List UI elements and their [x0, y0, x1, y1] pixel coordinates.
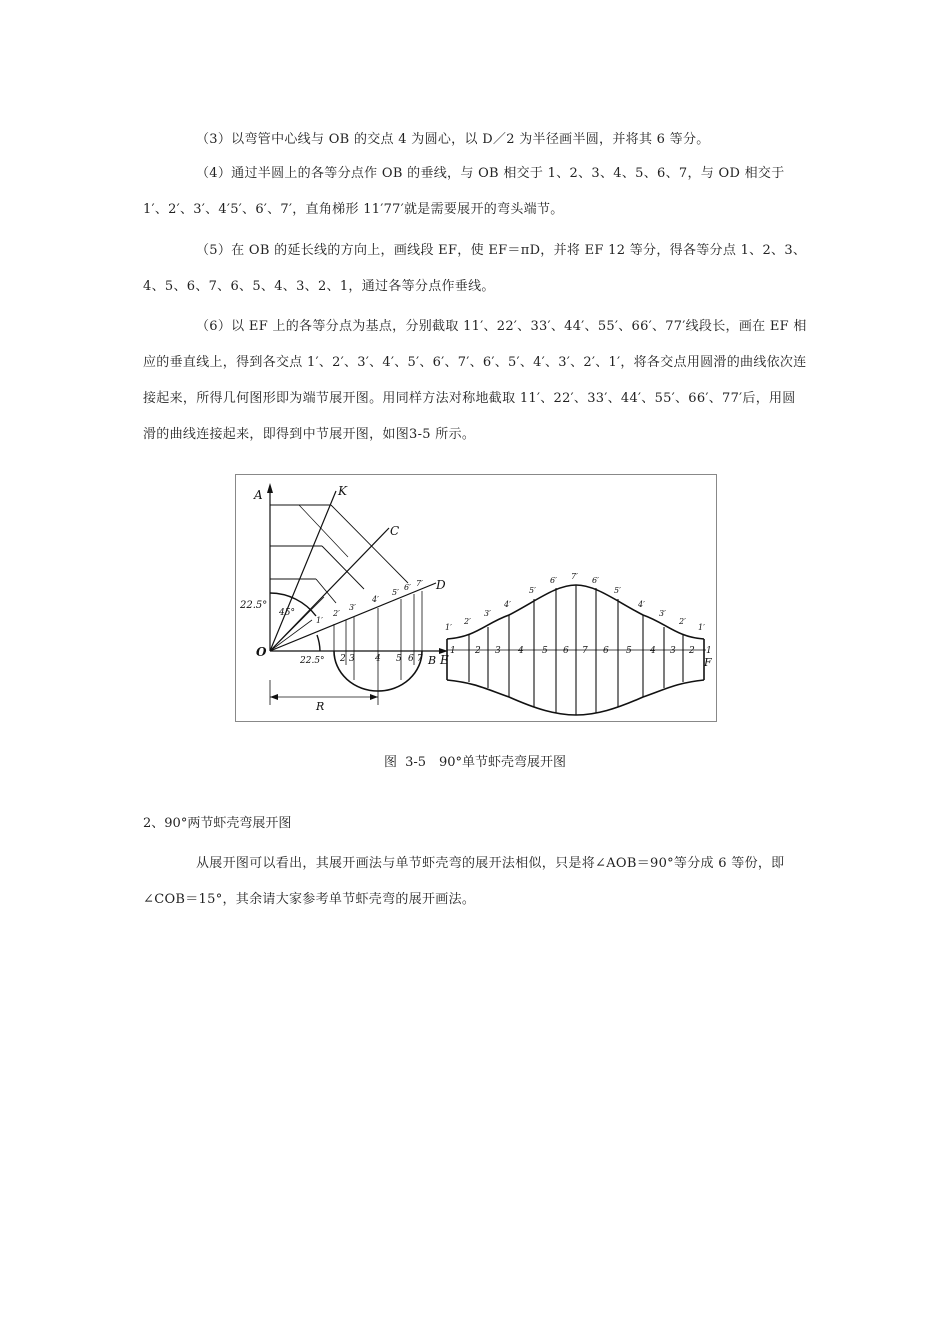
svg-text:5: 5	[396, 654, 402, 664]
svg-text:5′: 5′	[392, 588, 399, 597]
svg-text:2′: 2′	[679, 617, 686, 626]
svg-text:2: 2	[475, 646, 481, 656]
svg-text:3′: 3′	[659, 609, 666, 618]
svg-text:7′: 7′	[571, 572, 578, 581]
svg-text:7′: 7′	[416, 579, 423, 588]
unfold-mid-labels	[450, 646, 712, 656]
svg-text:4′: 4′	[638, 600, 645, 609]
label-o: O	[256, 645, 267, 659]
figure-caption: 图 3-5 90°单节虾壳弯展开图	[383, 755, 567, 770]
label-b: B	[428, 654, 437, 667]
svg-text:6: 6	[563, 646, 569, 656]
svg-text:2: 2	[340, 654, 346, 664]
svg-text:5′: 5′	[614, 586, 621, 595]
label-r: R	[316, 700, 325, 713]
svg-text:3′: 3′	[484, 609, 491, 618]
line-oc	[270, 528, 389, 651]
svg-text:5: 5	[626, 646, 632, 656]
svg-text:1′: 1′	[445, 623, 452, 632]
svg-text:5: 5	[542, 646, 548, 656]
label-e: E	[440, 653, 449, 667]
label-d: D	[436, 578, 446, 592]
paragraph-step-4: （4）通过半圆上的各等分点作 OB 的垂线，与 OB 相交于 1、2、3、4、5、6、7，与 OD 相交于 1′、2′、3′、4′5′、6′、7′，直角梯形 11′77′就是需要展开的弯头端节。	[143, 166, 785, 217]
svg-text:4: 4	[650, 646, 656, 656]
svg-text:4′: 4′	[372, 595, 379, 604]
svg-text:6: 6	[408, 654, 414, 664]
svg-text:4: 4	[518, 646, 524, 656]
svg-text:6: 6	[603, 646, 609, 656]
paragraph-step-6: （6）以 EF 上的各等分点为基点，分别截取 11′、22′、33′、44′、55′、66′、77′线段长，画在 EF 相应的垂直线上，得到各交点 1′、2′、3′、4′、5′、6′、7′、6′、5′、4′、3′、2′、1′，将各交点用圆滑的曲线依次连接起来，所得几何图形即为端节展开图。用同样方法对称地截取 11′、22′、33′、44′、55′、66′、77′后，用圆滑的曲线连接起来，即得到中节展开图，如图3-5 所示。	[143, 319, 807, 442]
svg-text:3: 3	[349, 654, 355, 664]
svg-text:4: 4	[375, 654, 381, 664]
svg-text:5′: 5′	[529, 586, 536, 595]
label-k: K	[338, 484, 347, 498]
paragraph-step-3: （3）以弯管中心线与 OB 的交点 4 为圆心，以 D／2 为半径画半圆，并将其 6 等分。	[196, 132, 710, 147]
section-heading: 2、90°两节虾壳弯展开图	[143, 816, 292, 831]
svg-text:6′: 6′	[592, 576, 599, 585]
svg-text:4′: 4′	[504, 600, 511, 609]
svg-text:6′: 6′	[404, 583, 411, 592]
figure-3-5-diagram	[235, 474, 717, 722]
svg-text:2: 2	[689, 646, 695, 656]
svg-text:2′: 2′	[464, 617, 471, 626]
svg-text:3′: 3′	[349, 603, 356, 612]
svg-text:3: 3	[670, 646, 676, 656]
svg-text:1′: 1′	[698, 623, 705, 632]
svg-text:6′: 6′	[550, 576, 557, 585]
svg-text:1: 1	[450, 646, 456, 656]
label-c: C	[390, 524, 400, 538]
svg-text:2′: 2′	[333, 609, 340, 618]
svg-text:7: 7	[417, 654, 423, 664]
svg-text:1: 1	[706, 646, 712, 656]
unfolding-drawing	[236, 475, 716, 721]
label-f: F	[704, 656, 712, 669]
svg-text:7: 7	[582, 646, 588, 656]
svg-text:3: 3	[495, 646, 501, 656]
paragraph-step-5: （5）在 OB 的延长线的方向上，画线段 EF，使 EF＝πD，并将 EF 12 等分，得各等分点 1、2、3、4、5、6、7、6、5、4、3、2、1，通过各等分点作垂线。	[143, 243, 807, 294]
svg-text:1′: 1′	[316, 616, 323, 625]
paragraph-section-2: 从展开图可以看出，其展开画法与单节虾壳弯的展开法相似，只是将∠AOB＝90°等分成 6 等份，即∠COB＝15°，其余请大家参考单节虾壳弯的展开画法。	[143, 856, 785, 907]
label-angle-top: 22.5°	[240, 600, 268, 611]
left-top-numbers	[316, 579, 423, 625]
unfold-top-labels	[445, 572, 705, 632]
label-angle-bottom: 22.5°	[300, 656, 325, 666]
left-bottom-numbers	[339, 654, 423, 664]
label-a: A	[254, 488, 263, 502]
label-angle-45: 45°	[279, 608, 295, 618]
